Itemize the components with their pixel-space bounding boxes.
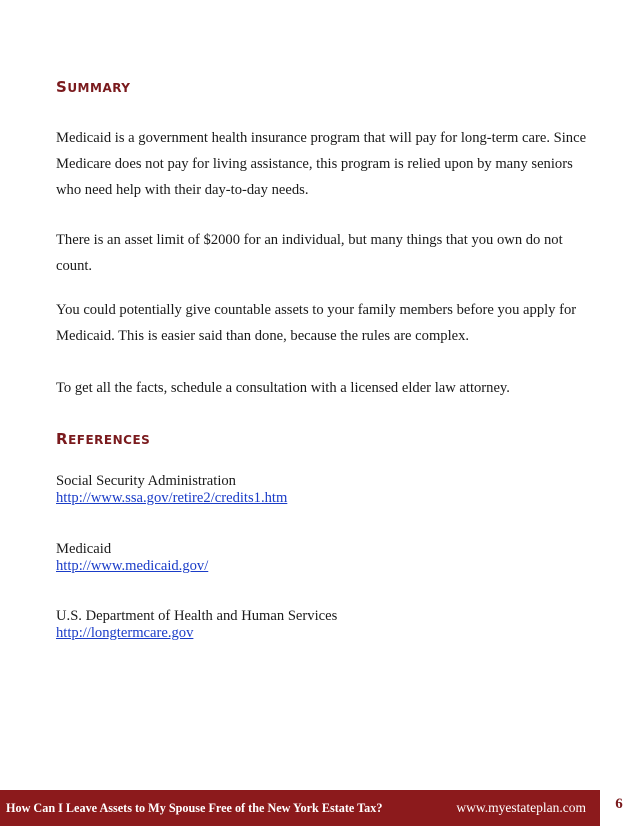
summary-paragraph-2: There is an asset limit of $2000 for an individual, but many things that you own do not count. (56, 232, 563, 274)
summary-paragraph-1: Medicaid is a government health insurance program that will pay for long-term care. Since Medicare does not pay for living assistance, this program is relied upon by many seniors who need help with their day-to-day needs. (56, 130, 587, 198)
references-heading-rest: EFERENCES (68, 433, 151, 447)
footer-document-title: How Can I Leave Assets to My Spouse Free of the New York Estate Tax? (0, 790, 418, 826)
summary-heading (56, 78, 131, 96)
reference-link-hhs[interactable]: http://longtermcare.gov (56, 625, 194, 641)
footer-website: www.myestateplan.com (418, 790, 600, 826)
references-heading-initial: R (56, 430, 69, 448)
page-number: 6 (600, 790, 638, 826)
summary-paragraph-4: To get all the facts, schedule a consultation with a licensed elder law attorney. (56, 380, 510, 396)
reference-name-hhs: U.S. Department of Health and Human Services (56, 608, 338, 624)
reference-link-ssa[interactable]: http://www.ssa.gov/retire2/credits1.htm (56, 490, 288, 506)
references-heading (56, 430, 150, 448)
page-footer (0, 790, 638, 826)
summary-heading-rest: UMMARY (67, 81, 131, 95)
reference-link-medicaid[interactable]: http://www.medicaid.gov/ (56, 558, 209, 574)
reference-name-medicaid: Medicaid (56, 541, 112, 557)
summary-paragraph-3: You could potentially give countable assets to your family members before you apply for Medicaid. This is easier said than done, because the rules are complex. (56, 302, 577, 344)
summary-heading-initial: S (56, 78, 68, 96)
reference-name-ssa: Social Security Administration (56, 473, 236, 489)
